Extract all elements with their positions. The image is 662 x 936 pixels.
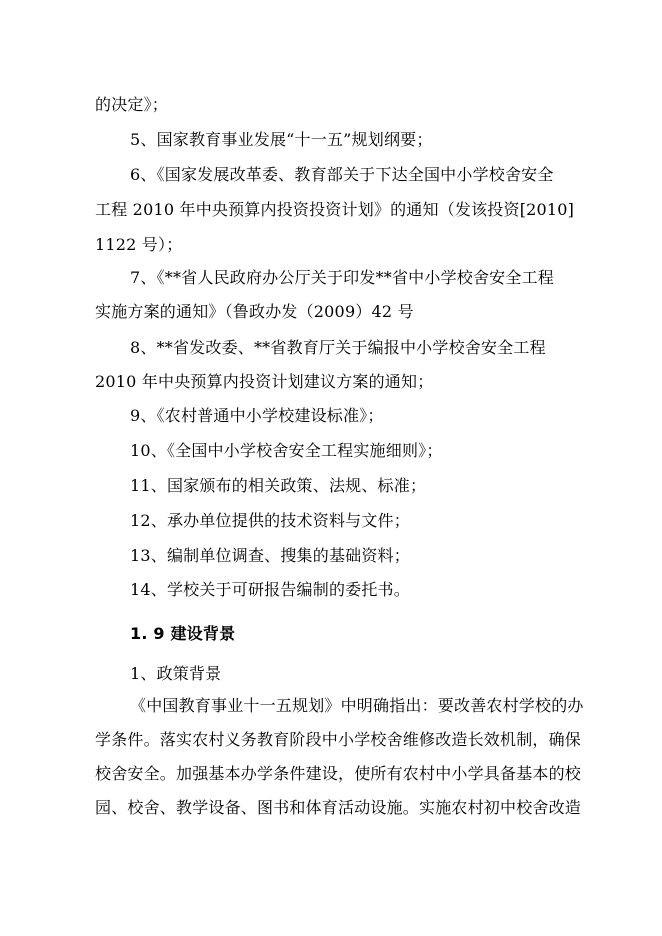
paragraph-line: 园、校舍、教学设备、图书和体育活动设施。实施农村初中校舍改造: [95, 798, 582, 817]
reference-item-8: 8、**省发改委、**省教育厅关于编报中小学校舍安全工程: [130, 338, 546, 357]
text-line: 工程 2010 年中央预算内投资投资计划》的通知（发该投资[2010]: [95, 200, 575, 219]
text-line: 的决定》；: [95, 95, 169, 114]
paragraph-line: 学条件。落实农村义务教育阶段中小学校舍维修改造长效机制，确保: [95, 730, 582, 749]
paragraph-line: 校舍安全。加强基本办学条件建设，使所有农村中小学具备基本的校: [95, 764, 582, 783]
reference-item-10: 10、《全国中小学校舍安全工程实施细则》；: [130, 441, 443, 460]
reference-item-9: 9、《农村普通中小学校建设标准》；: [130, 406, 384, 425]
reference-item-5: 5、国家教育事业发展“十一五”规划纲要；: [130, 130, 433, 149]
text-line: 2010 年中央预算内投资计划建议方案的通知；: [95, 372, 434, 391]
subheading: 1、政策背景: [130, 664, 222, 683]
reference-item-6: 6、《国家发展改革委、教育部关于下达全国中小学校舍安全: [130, 165, 554, 184]
text-line: 实施方案的通知》（鲁政办发（2009）42 号: [95, 302, 414, 321]
reference-item-12: 12、承办单位提供的技术资料与文件；: [130, 511, 410, 530]
reference-item-13: 13、编制单位调查、搜集的基础资料；: [130, 546, 410, 565]
reference-item-11: 11、国家颁布的相关政策、法规、标准；: [130, 476, 427, 495]
section-heading: 1. 9 建设背景: [130, 624, 236, 643]
text-line: 1122 号）；: [95, 235, 183, 254]
reference-item-7: 7、《**省人民政府办公厅关于印发**省中小学校舍安全工程: [130, 268, 554, 287]
paragraph-line: 《中国教育事业十一五规划》中明确指出：要改善农村学校的办: [130, 696, 584, 715]
reference-item-14: 14、学校关于可研报告编制的委托书。: [130, 580, 410, 599]
